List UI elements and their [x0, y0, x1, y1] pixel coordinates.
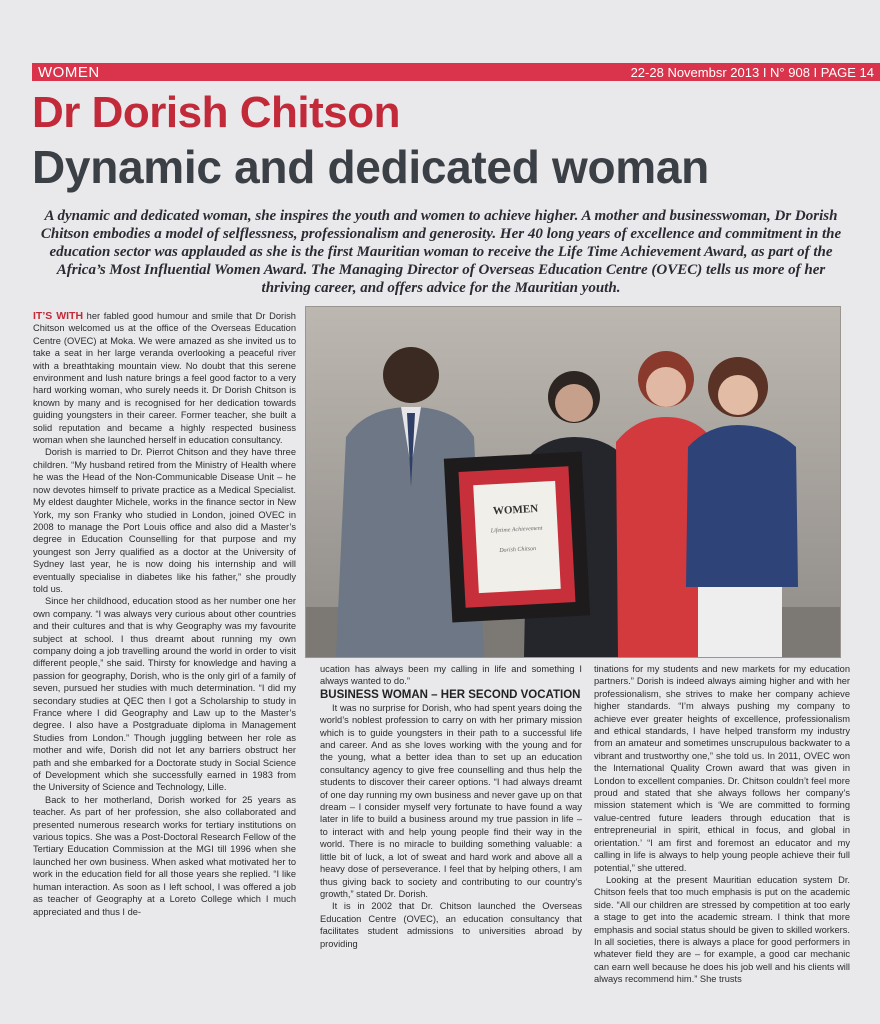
article-headline: Dynamic and dedicated woman: [32, 141, 709, 193]
frame-title: WOMEN: [492, 502, 539, 518]
section-banner: [32, 63, 880, 81]
frame-line2: Dorish Chitson: [499, 546, 537, 554]
award-frame: [444, 452, 590, 623]
column-3: [594, 663, 850, 1024]
column-3-paragraph: tinations for my students and new markets for my education partners.” Dorish is indeed always aiming higher and with her professionalism, she strives to make her company achieve higher standards. “I’m always pushing my company to achieve ever greater heights of excellence, professionalism and ethical standards, I have helped transform my industry from an amateur and sometimes unscrupulous backwater to a vibrant and trustworthy one,” she told us. In 2011, OVEC won the International Quality Crown award that was given in London to excellent companies. Dr. Chitson couldn’t feel more proud and stated that she always follows her company’s mission statement which is ‘We are committed to forming value-centred future leaders through education that is entrepreneurial in spirit, ethical in focus, and global in orientation.’ “I am first and foremost an educator and my calling in life is always to help young people achieve their full potential,” she uttered.: [594, 664, 850, 873]
frame-line1: Lifetime Achievement: [490, 525, 543, 535]
column-1-paragraph: IT’S WITH her fabled good humour and smile that Dr Dorish Chitson welcomed us at the office of the Overseas Education Centre (OVEC) at Moka. We were amazed as she invited us to take a seat in her large veranda overlooking a peaceful river with a breathtaking mountain view. No doubt that this serene environment and lush nature brings a feel good factor to a very hard working woman, who surely needs it. Dr Dorish Chitson is known by many and is recognised for her dedication towards guiding youngsters in their career. Former teacher, she built a solid reputation and became a highly respected business woman when she launched herself in education consultancy.: [33, 310, 296, 446]
issue-info: 22-28 Novembsr 2013 I N° 908 I PAGE 14: [630, 64, 874, 80]
section-label: WOMEN: [38, 63, 100, 81]
column-2-paragraph: It was no surprise for Dorish, who had spent years doing the world’s noblest profession to carry on with her primary mission which is to guide youngsters in their path to a successful life and career. And as she loves working with the young and for the young, what a better idea than to set up an education consultancy agency to give free counselling and thus help the students to discover their career options. “I had always dreamt of one day running my own business and never gave up on that dream – I consider myself very fortunate to have found a way later in life to build a business around my true passion in life – to interact with and help young people find their way in the world. There is no miracle to building something valuable: a little bit of luck, a lot of sweat and hard work and above all a heavy dose of perseverance. I feel that by helping others, I am thus giving back to society and contributing to our country’s growth,” stated Dr. Dorish.: [320, 702, 582, 899]
subheading: BUSINESS WOMAN – HER SECOND VOCATION: [320, 688, 581, 701]
column-3-paragraph: Looking at the present Mauritian education system Dr. Chitson feels that too much emphasis is put on the academic side. “All our children are stressed by competition at too early a stage to get into the academic stream. I think that more emphasis and social status should be given to skilled workers. In all societies, there is always a place for good performers in whatever field they are – for example, a good car mechanic can earn well because he does his job well and his clients will always recommend him.” She trusts: [594, 874, 850, 985]
column-2-paragraph: ucation has always been my calling in life and something I always wanted to do.”: [320, 664, 582, 687]
award-photo: [305, 306, 841, 658]
article-title-name: Dr Dorish Chitson: [32, 88, 400, 137]
column-1-paragraph: Since her childhood, education stood as her number one her own company. “I was always very curious about other countries and their cultures and that is why Geography was my favourite subject at school. I thus dreamt about running my own company doing a job travelling around the world in order to visit different people,” she said. Thirsty for knowledge and having a passion for geography, Dorish, who is the only girl of a family of seven, pursued her studies with much determination. “I did my secondary studies at QEC then I got a Scholarship to study in France where I did Geography and Law up to the Master’s degree. I also have a Postgraduate diploma in Management Studies from London.” Though juggling between her role as mother and wife, Dorish did not let any barriers obstruct her path and she embarked for a Doctorate study in Social Science of Development which she successfully earned in 1983 from the University of Science and Technology, Lille.: [33, 596, 296, 793]
column-2: [320, 663, 582, 1024]
kicker: IT’S WITH: [33, 310, 84, 322]
column-2-paragraph: It is in 2002 that Dr. Chitson launched the Overseas Education Centre (OVEC), an education consultancy that facilitates student admissions to universities abroad by providing: [320, 901, 582, 949]
article-lead: A dynamic and dedicated woman, she inspires the youth and women to achieve higher. A mother and businesswoman, Dr Dorish Chitson embodies a model of selflessness, professionalism and generosity. Her 40 long years of excellence and commitment in the education sector was applauded as she is the first Mauritian woman to receive the Life Time Achievement Award, as part of the Africa’s Most Influential Women Award. The Managing Director of Overseas Education Centre (OVEC) tells us more of her thriving career, and offers advice for the Mauritian youth.: [40, 208, 842, 296]
column-1-paragraph: Dorish is married to Dr. Pierrot Chitson and they have three children. “My husband retired from the Ministry of Health where he was the Head of the Non-Communicable Disease Unit – he now devotes himself to private practice as a Medical Specialist. My eldest daughter Michele, works in the finance sector in New York, my son Franky who studied in London, joined OVEC in 2008 to manage the Port Louis office and also did a Master’s degree in Education Counselling for that purpose and my youngest son Jerry qualified as a doctor at the University of Sydney last year, he is now doing his internship and will eventually specialise in diabetes like his father,” she proudly told us.: [33, 447, 296, 594]
column-1-paragraph: Back to her motherland, Dorish worked for 25 years as teacher. As part of her profession, she also collaborated and presented numerous research works for tertiary institutions on various topics. She was a Post-Doctoral Research Fellow of the Tertiary Education Commission at the MGI till 1996 when she launched her own business. When asked what motivated her to work in the education field for all those years she replied. “I like human interaction. As soon as I left school, I was offered a job as teacher of Geography at a Loreto College which I much appreciated and thus I de-: [33, 794, 296, 917]
column-1: [33, 310, 296, 1024]
